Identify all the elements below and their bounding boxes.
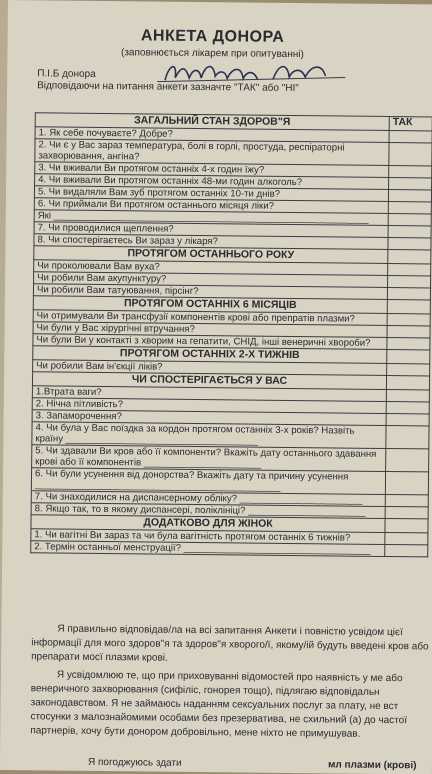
section-title: ЗАГАЛЬНИЙ СТАН ЗДОРОВ"Я: [35, 113, 389, 131]
question-text: 2. Нічна пітливість?: [32, 398, 386, 414]
question-text: 6. Чи приймали Ви протягом останнього місяця ліки?: [34, 198, 388, 214]
question-text: Чи проколювали Вам вуха?: [34, 260, 388, 276]
answer-cell[interactable]: [385, 506, 428, 518]
answer-cell[interactable]: [386, 413, 429, 425]
answer-cell[interactable]: [387, 325, 430, 337]
answer-cell[interactable]: [388, 275, 431, 287]
section-title: ДОДАТКОВО ДЛЯ ЖІНОК: [31, 515, 385, 533]
answer-cell[interactable]: [388, 263, 431, 275]
answer-cell[interactable]: [386, 448, 429, 471]
question-text: Чи робили Вам ін'єкції ліків?: [33, 360, 387, 376]
question-text: 1. Чи вагітні Ви зараз та чи була вагітність протягом останніх 6 тижнів?: [31, 529, 385, 545]
answer-column-header: ТАК: [389, 116, 432, 130]
section-title: ЧИ СПОСТЕРІГАЄТЬСЯ У ВАС: [32, 372, 386, 390]
answer-cell[interactable]: [388, 225, 431, 237]
answer-cell[interactable]: [386, 375, 429, 389]
question-row: [32, 422, 429, 449]
question-text: 4. Чи була у Вас поїздка за кордон протягом останніх 3-х років? Назвіть країну ____________________________________: [32, 422, 386, 449]
question-text: 4. Чи вживали Ви протягом останніх 48-ми годин алкоголь?: [35, 174, 389, 190]
plasma-volume-label: мл плазми (крові): [327, 759, 417, 772]
declaration-paragraph-2: Я усвідомлюю те, що при приховуванні відомостей про наявність у ме або венеричного захворювання (сифіліс, гонорея тощо), підлягаю відповідальн законодавством. Я не займаюсь наданням сексуальних послуг за плату, не вст стосунки з малознайомими особами без презерватива, не схильний (а) до частої партнерів, хочу бути донором добровільно, мене ніхто не примушував.: [30, 669, 408, 740]
question-text: 5. Чи здавали Ви кров або її компоненти? Вкажіть дату останнього здавання крові або її компонентів ______________________: [32, 445, 386, 472]
question-text: 1. Як себе почуваєте? Добре?: [35, 127, 389, 143]
question-text: 2. Термін останньої менструації? ___________________________________: [31, 541, 385, 557]
question-text: 8. Якщо так, то в якому диспансері, поліклініці? ______________________: [31, 503, 385, 519]
declaration-paragraph-1: Я правильно відповідав/ла на всі запитання Анкети і повністю усвідом цієї інформації для мого здоров"я та здоров"я хворого/ї, якому/ій будуть введені кров або препарати мосї плазми крові.: [31, 623, 429, 664]
answer-cell[interactable]: [388, 249, 431, 263]
answer-cell[interactable]: [389, 142, 432, 165]
answer-cell[interactable]: [389, 165, 432, 177]
answer-cell[interactable]: [387, 349, 430, 363]
donor-name-label: П.І.Б донора: [37, 68, 96, 80]
question-text: Чи були у Вас хірургічні втручання?: [33, 322, 387, 338]
question-text: Чи отримували Ви трансфузії компонентів крові або препратів плазми?: [33, 310, 387, 326]
question-text: Чи робили Вам акупунктуру?: [34, 272, 388, 288]
answer-cell[interactable]: [388, 213, 431, 225]
question-row: [32, 445, 429, 472]
answer-cell[interactable]: [387, 313, 430, 325]
question-text: Чи робили Вам татуювання, пірсінг?: [33, 284, 387, 300]
question-text: 2. Чи є у Вас зараз температура, болі в горлі, простуда, респіраторні захворювання, ангіна?: [35, 139, 389, 166]
answer-cell[interactable]: [385, 494, 428, 506]
question-text: 3. Запаморочення?: [32, 410, 386, 426]
answer-cell[interactable]: [385, 544, 428, 556]
answer-cell[interactable]: [387, 363, 430, 375]
section-title: ПРОТЯГОМ ОСТАННІХ 6 МІСЯЦІВ: [33, 296, 387, 314]
question-row: [31, 468, 428, 495]
question-text: 5. Чи видаляли Вам зуб протягом останніх 10-ти днів?: [34, 186, 388, 202]
answer-cell[interactable]: [386, 401, 429, 413]
answer-cell[interactable]: [387, 337, 430, 349]
answer-cell[interactable]: [386, 389, 429, 401]
answer-cell[interactable]: [388, 201, 431, 213]
answer-cell[interactable]: [388, 189, 431, 201]
question-text: 8. Чи спостерігаєтесь Ви зараз у лікаря?: [34, 234, 388, 250]
question-text: 7. Чи проводилися щеплення?: [34, 222, 388, 238]
answer-cell[interactable]: [388, 237, 431, 249]
form-title: АНКЕТА ДОНОРА: [140, 27, 285, 46]
answer-cell[interactable]: [389, 130, 432, 142]
answer-cell[interactable]: [385, 532, 428, 544]
answer-cell[interactable]: [387, 287, 430, 299]
question-text: 3. Чи вживали Ви протягом останніх 4-х годин їжу?: [35, 162, 389, 178]
question-row: [35, 139, 432, 166]
answer-instruction: Відповідаючи на питання анкети зазначте "ТАК" або "НІ": [37, 80, 299, 95]
questionnaire-table: [30, 112, 432, 557]
consent-line: Я погоджуюсь здати: [87, 756, 182, 769]
answer-cell[interactable]: [385, 518, 428, 532]
answer-cell[interactable]: [386, 425, 429, 448]
question-text: 1.Втрата ваги?: [32, 386, 386, 402]
answer-cell[interactable]: [387, 299, 430, 313]
question-text: Чи були Ви у контакті з хворим на гепатити, СНІД, інші венеричні хвороби?: [33, 334, 387, 350]
question-text: 7. Чи знаходилися на диспансерному обліку? _______________________: [31, 491, 385, 507]
answer-cell[interactable]: [389, 177, 432, 189]
section-title: ПРОТЯГОМ ОСТАННЬОГО РОКУ: [34, 246, 388, 264]
question-text: Які ___________________________________________________________: [34, 210, 388, 226]
form-subtitle: (заповнюється лікарем при опитуванні): [120, 47, 304, 61]
question-text: 6. Чи були усунення від донорства? Вкажіть дату та причину усунення ______________________________________________: [31, 468, 385, 495]
answer-cell[interactable]: [385, 471, 428, 494]
section-title: ПРОТЯГОМ ОСТАННІХ 2-Х ТИЖНІВ: [33, 346, 387, 364]
